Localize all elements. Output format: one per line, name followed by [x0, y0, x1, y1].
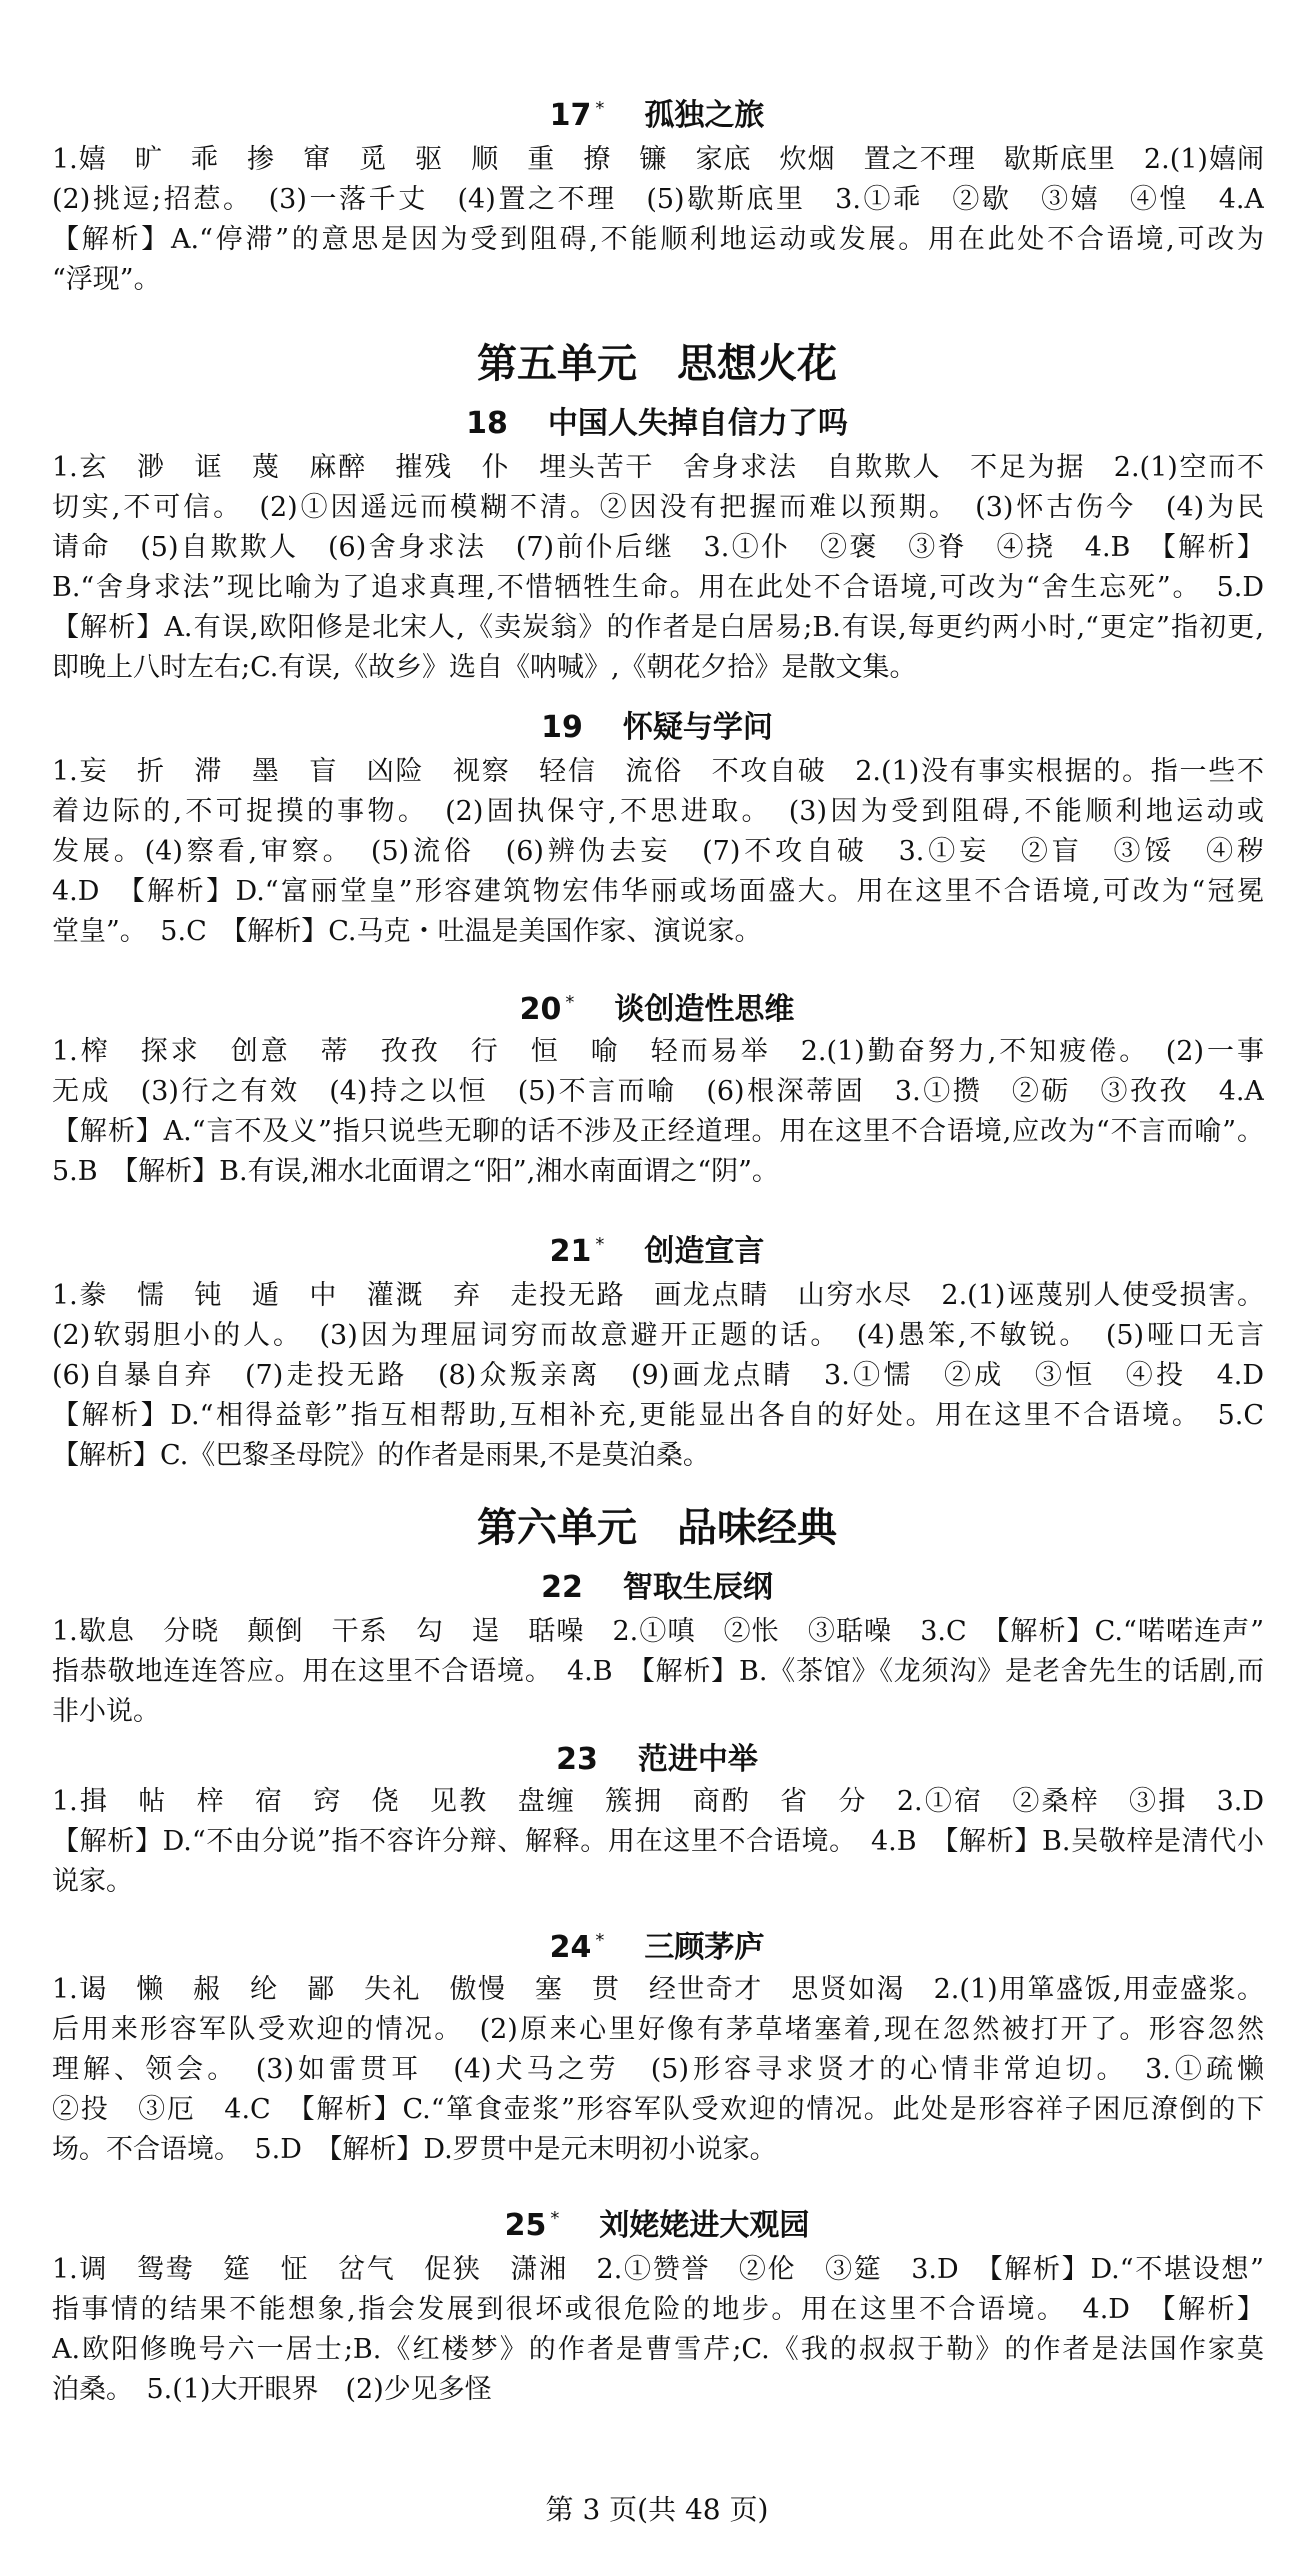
- lesson-heading: [0, 1922, 1314, 1966]
- answer-line: 后用来形容军队受欢迎的情况。 (2)原来心里好像有茅草堵塞着,现在忽然被打开了。形容忽然: [52, 2014, 1264, 2045]
- unit-heading: [0, 1496, 1314, 1553]
- lesson-number-text: 24: [549, 1930, 592, 1965]
- lesson-number: [541, 1570, 583, 1605]
- lesson-number-text: 25: [504, 2208, 547, 2243]
- lesson-title: 智取生辰纲: [622, 1570, 773, 1605]
- answer-line: ②投 ③厄 4.C 【解析】C.“箪食壶浆”形容军队受欢迎的情况。此处是形容祥子困厄潦倒的下: [52, 2094, 1264, 2125]
- lesson-heading: [0, 1562, 1314, 1606]
- answer-line: 1.妄 折 滞 墨 盲 凶险 视察 轻信 流俗 不攻自破 2.(1)没有事实根据的。指一些不: [52, 756, 1264, 787]
- answer-line: 无成 (3)行之有效 (4)持之以恒 (5)不言而喻 (6)根深蒂固 3.①攒 ②砺 ③孜孜 4.A: [52, 1076, 1264, 1107]
- page-footer: 第 3 页(共 48 页): [545, 2493, 769, 2526]
- answer-line: 泊桑。 5.(1)大开眼界 (2)少见多怪: [52, 2374, 492, 2405]
- lesson-number: [550, 1234, 605, 1269]
- answer-line: 4.D 【解析】D.“富丽堂皇”形容建筑物宏伟华丽或场面盛大。用在这里不合语境,可改为“冠冕: [52, 876, 1264, 907]
- unit-number: 第五单元: [477, 341, 637, 387]
- lesson-number-text: 20: [519, 992, 562, 1027]
- answer-line: A.欧阳修晚号六一居士;B.《红楼梦》的作者是曹雪芹;C.《我的叔叔于勒》的作者是法国作家莫: [52, 2334, 1264, 2365]
- self-study-star: *: [595, 1234, 605, 1255]
- answer-line: 说家。: [52, 1866, 133, 1897]
- lesson-number-text: 23: [556, 1742, 598, 1777]
- lesson-title: 三顾茅庐: [644, 1930, 765, 1965]
- lesson-title: 谈创造性思维: [614, 992, 795, 1027]
- lesson-heading: [0, 1226, 1314, 1270]
- lesson-heading: [0, 2200, 1314, 2244]
- unit-theme: 品味经典: [677, 1505, 837, 1551]
- answer-line: 【解析】A.“言不及义”指只说些无聊的话不涉及正经道理。用在这里不合语境,应改为“不言而喻”。: [52, 1116, 1264, 1147]
- lesson-number-text: 21: [549, 1234, 592, 1269]
- lesson-heading: [0, 702, 1314, 746]
- answer-line: 1.揖 帖 梓 宿 窍 侥 见教 盘缠 簇拥 商酌 省 分 2.①宿 ②桑梓 ③揖 3.D: [52, 1786, 1264, 1817]
- answer-line: 【解析】D.“相得益彰”指互相帮助,互相补充,更能显出各自的好处。用在这里不合语境。 5.C: [52, 1400, 1264, 1431]
- answer-line: 堂皇”。 5.C 【解析】C.马克・吐温是美国作家、演说家。: [52, 916, 762, 947]
- unit-heading: [0, 332, 1314, 389]
- lesson-number-text: 19: [541, 710, 583, 745]
- answer-line: 【解析】D.“不由分说”指不容许分辩、解释。用在这里不合语境。 4.B 【解析】B.吴敬梓是清代小: [52, 1826, 1264, 1857]
- answer-line: 着边际的,不可捉摸的事物。 (2)固执保守,不思进取。 (3)因为受到阻碍,不能顺利地运动或: [52, 796, 1264, 827]
- answer-line: B.“舍身求法”现比喻为了追求真理,不惜牺牲生命。用在此处不合语境,可改为“舍生忘死”。 5.D: [52, 572, 1264, 603]
- self-study-star: *: [595, 98, 605, 119]
- answer-line: 非小说。: [52, 1696, 160, 1727]
- lesson-number-text: 18: [466, 406, 508, 441]
- lesson-number: [505, 2208, 560, 2243]
- unit-theme: 思想火花: [677, 341, 837, 387]
- self-study-star: *: [550, 2208, 560, 2229]
- answer-line: 5.B 【解析】B.有误,湘水北面谓之“阳”,湘水南面谓之“阴”。: [52, 1156, 779, 1187]
- answer-line: 【解析】A.有误,欧阳修是北宋人,《卖炭翁》的作者是白居易;B.有误,每更约两小时,“更定”指初更,: [52, 612, 1264, 643]
- lesson-number-text: 17: [549, 98, 592, 133]
- answer-line: (2)软弱胆小的人。 (3)因为理屈词穷而故意避开正题的话。 (4)愚笨,不敏锐。 (5)哑口无言: [52, 1320, 1264, 1351]
- lesson-number: [556, 1742, 598, 1777]
- lesson-heading: [0, 984, 1314, 1028]
- answer-line: 1.豢 懦 钝 遁 中 灌溉 弃 走投无路 画龙点睛 山穷水尽 2.(1)诬蔑别人使受损害。: [52, 1280, 1264, 1311]
- lesson-number: [466, 406, 508, 441]
- lesson-number: [520, 992, 575, 1027]
- answer-line: (6)自暴自弃 (7)走投无路 (8)众叛亲离 (9)画龙点睛 3.①懦 ②成 ③恒 ④投 4.D: [52, 1360, 1264, 1391]
- self-study-star: *: [595, 1930, 605, 1951]
- answer-line: (2)挑逗;招惹。 (3)一落千丈 (4)置之不理 (5)歇斯底里 3.①乖 ②歇 ③嬉 ④惶 4.A: [52, 184, 1264, 215]
- answer-line: 发展。(4)察看,审察。 (5)流俗 (6)辨伪去妄 (7)不攻自破 3.①妄 ②盲 ③馁 ④秽: [52, 836, 1264, 867]
- answer-line: 1.调 鸳鸯 筵 怔 岔气 促狭 潇湘 2.①赞誉 ②伦 ③筵 3.D 【解析】D.“不堪设想”: [52, 2254, 1264, 2285]
- lesson-heading: [0, 1734, 1314, 1778]
- answer-line: 1.嬉 旷 乖 掺 窜 觅 驱 顺 重 撩 镰 家底 炊烟 置之不理 歇斯底里 2.(1)嬉闹: [52, 144, 1264, 175]
- answer-line: 场。不合语境。 5.D 【解析】D.罗贯中是元末明初小说家。: [52, 2134, 777, 2165]
- lesson-title: 刘姥姥进大观园: [599, 2208, 810, 2243]
- answer-line: 【解析】C.《巴黎圣母院》的作者是雨果,不是莫泊桑。: [52, 1440, 710, 1471]
- answer-line: 理解、领会。 (3)如雷贯耳 (4)犬马之劳 (5)形容寻求贤才的心情非常迫切。 3.①疏懒: [52, 2054, 1264, 2085]
- lesson-heading: [0, 398, 1314, 442]
- answer-line: 切实,不可信。 (2)①因遥远而模糊不清。②因没有把握而难以预期。 (3)怀古伤今 (4)为民: [52, 492, 1264, 523]
- lesson-title: 范进中举: [637, 1742, 758, 1777]
- lesson-title: 创造宣言: [644, 1234, 765, 1269]
- lesson-number-text: 22: [541, 1570, 583, 1605]
- lesson-title: 孤独之旅: [644, 98, 765, 133]
- lesson-number: [550, 1930, 605, 1965]
- answer-line: 【解析】A.“停滞”的意思是因为受到阻碍,不能顺利地运动或发展。用在此处不合语境,可改为: [52, 224, 1264, 255]
- answer-line: 1.谒 懒 赧 纶 鄙 失礼 傲慢 塞 贯 经世奇才 思贤如渴 2.(1)用箪盛饭,用壶盛浆。: [52, 1974, 1264, 2005]
- lesson-heading: [0, 90, 1314, 134]
- lesson-number: [541, 710, 583, 745]
- answer-line: 请命 (5)自欺欺人 (6)舍身求法 (7)前仆后继 3.①仆 ②褒 ③脊 ④挠 4.B 【解析】: [52, 532, 1264, 563]
- unit-number: 第六单元: [477, 1505, 637, 1551]
- answer-line: 即晚上八时左右;C.有误,《故乡》选自《呐喊》,《朝花夕拾》是散文集。: [52, 652, 917, 683]
- lesson-number: [550, 98, 605, 133]
- answer-line: 1.玄 渺 诓 蔑 麻醉 摧残 仆 埋头苦干 舍身求法 自欺欺人 不足为据 2.(1)空而不: [52, 452, 1264, 483]
- answer-line: 1.歇息 分晓 颠倒 干系 勾 逞 聒噪 2.①嗔 ②怅 ③聒噪 3.C 【解析】C.“喏喏连声”: [52, 1616, 1264, 1647]
- lesson-title: 中国人失掉自信力了吗: [547, 406, 848, 441]
- answer-line: “浮现”。: [52, 264, 161, 295]
- answer-line: 1.榨 探求 创意 蒂 孜孜 行 恒 喻 轻而易举 2.(1)勤奋努力,不知疲倦。 (2)一事: [52, 1036, 1264, 1067]
- answer-line: 指恭敬地连连答应。用在这里不合语境。 4.B 【解析】B.《茶馆》《龙须沟》是老舍先生的话剧,而: [52, 1656, 1264, 1687]
- lesson-title: 怀疑与学问: [622, 710, 773, 745]
- answer-line: 指事情的结果不能想象,指会发展到很坏或很危险的地步。用在这里不合语境。 4.D 【解析】: [52, 2294, 1264, 2325]
- self-study-star: *: [565, 992, 575, 1013]
